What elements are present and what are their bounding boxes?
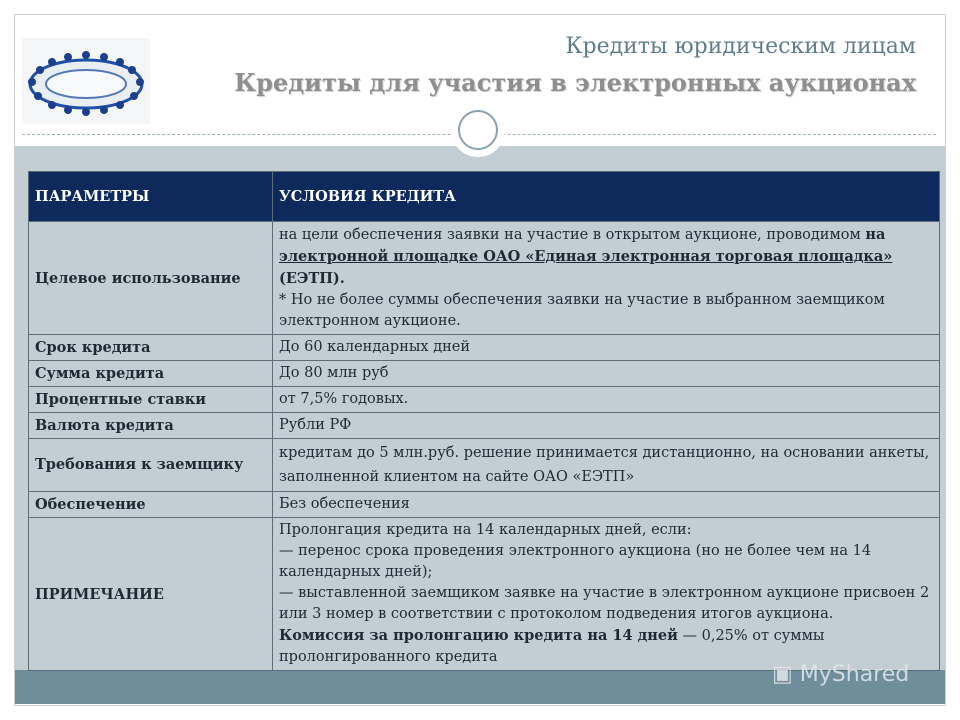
note-line-1: Пролонгация кредита на 14 календарных дней, если: [279,522,692,538]
watermark [772,662,909,687]
ring-icon [458,110,498,150]
value-currency: Рубли РФ [273,413,940,439]
purpose-text-b: на [865,226,886,243]
value-note [273,518,940,671]
table-row [29,222,940,335]
note-line-2: — перенос срока проведения электронного аукциона (но не более чем на 14 календарных дней); [279,543,872,580]
note-commission-label: Комиссия за пролонгацию кредита на 14 дней [279,627,678,644]
table-header-row [29,172,940,222]
purpose-text-d: (ЕЭТП). [279,270,345,287]
value-amount: До 80 млн руб [273,361,940,387]
value-rates: от 7,5% годовых. [273,387,940,413]
param-collateral: Обеспечение [29,492,273,518]
table-row [29,361,940,387]
etp-link[interactable]: электронной площадке ОАО «Единая электронная торговая площадка» [279,248,893,265]
header-params: ПАРАМЕТРЫ [29,172,273,222]
purpose-note: * Но не более суммы обеспечения заявки на участие в выбранном заемщиком электронном аукционе. [279,292,885,329]
table-row [29,413,940,439]
table-row [29,439,940,492]
table-row [29,387,940,413]
value-term: До 60 календарных дней [273,335,940,361]
logo-graphic [22,38,150,124]
note-commission-value: — 0,25% от суммы пролонгированного кредита [279,628,825,665]
value-requirements: кредитам до 5 млн.руб. решение принимается дистанционно, на основании анкеты, заполненной клиентом на сайте ОАО «ЕЭТП» [273,439,940,492]
slide-subtitle: Кредиты юридическим лицам [565,34,916,59]
param-requirements: Требования к заемщику [29,439,273,492]
loan-terms-table [28,171,940,671]
purpose-text-a: на цели обеспечения заявки на участие в открытом аукционе, проводимом [279,227,866,243]
header-conditions: УСЛОВИЯ КРЕДИТА [273,172,940,222]
param-term: Срок кредита [29,335,273,361]
watermark-icon: ▣ [772,662,800,687]
table-row [29,492,940,518]
note-line-3: — выставленной заемщиком заявке на участие в электронном аукционе присвоен 2 или 3 номер в соответствии с протоколом подведения итогов аукциона. [279,585,930,622]
watermark-text: MyShared [799,662,910,687]
value-purpose [273,222,940,335]
table-row [29,335,940,361]
param-purpose: Целевое использование [29,222,273,335]
param-note: ПРИМЕЧАНИЕ [29,518,273,671]
people-circle-logo [22,38,150,124]
param-amount: Сумма кредита [29,361,273,387]
param-currency: Валюта кредита [29,413,273,439]
slide-title: Кредиты для участия в электронных аукционах [234,68,916,97]
param-rates: Процентные ставки [29,387,273,413]
value-collateral: Без обеспечения [273,492,940,518]
table-row [29,518,940,671]
